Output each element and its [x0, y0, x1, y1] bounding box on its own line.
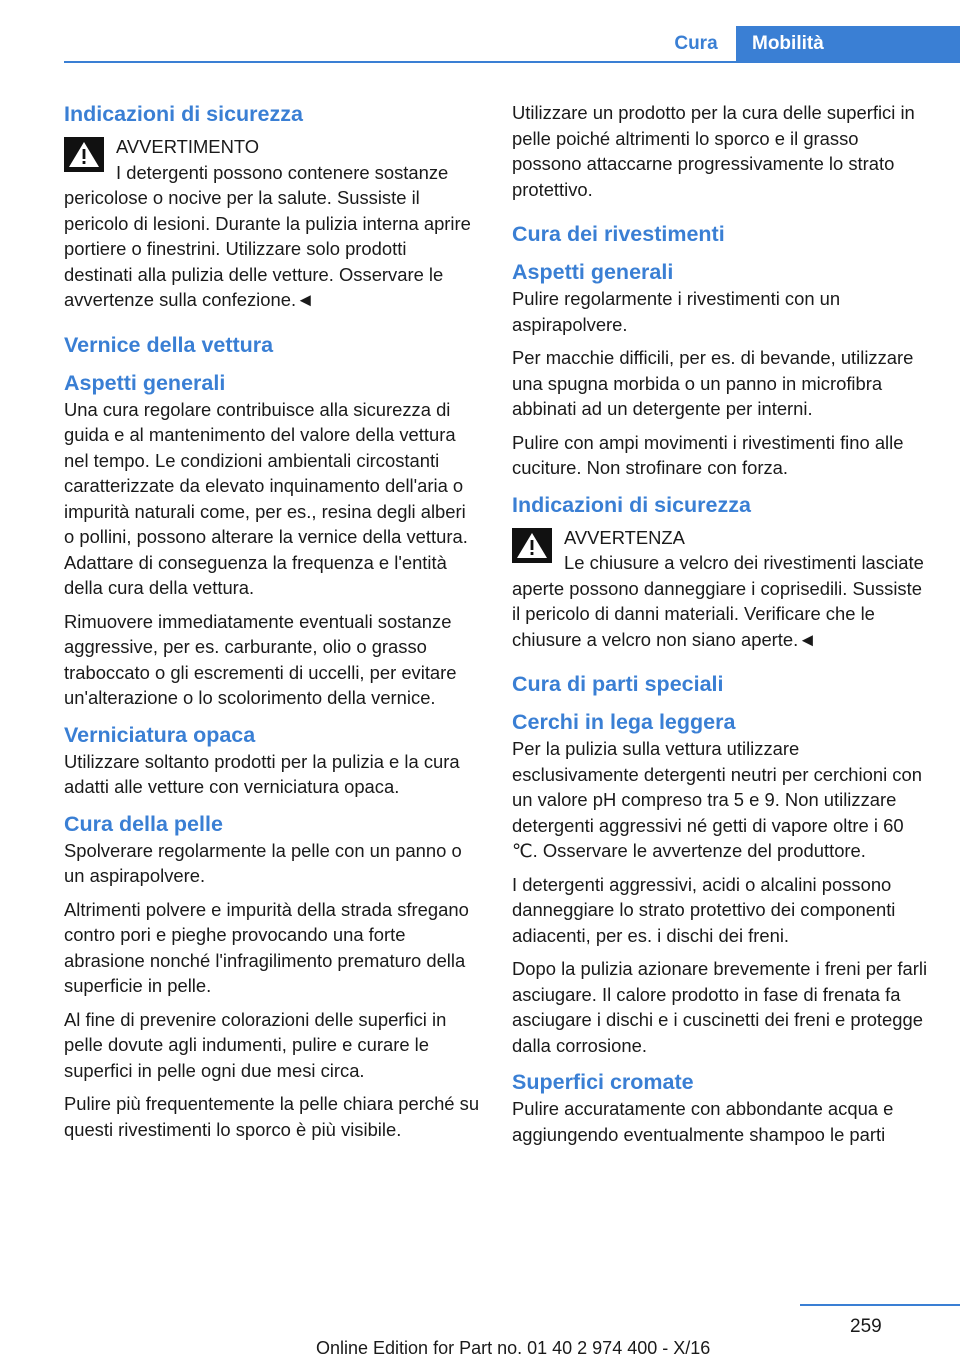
aspetti-heading: Aspetti generali	[64, 370, 226, 395]
opaca-heading: Verniciatura opaca	[64, 722, 256, 747]
paragraph: Utilizzare un prodotto per la cura delle superfici in pelle poiché altrimenti lo sporco e il grasso possono attaccarne progressivamente lo strato protettivo.	[512, 102, 915, 200]
warning-block	[512, 525, 928, 653]
paragraph: Altrimenti polvere e impurità della strada sfregano contro pori e pieghe provocando una forte abrasione nonché l'infragilimento prematuro della superficie in pelle.	[64, 898, 469, 996]
paragraph: Una cura regolare contribuisce alla sicurezza di guida e al mantenimento del valore della vettura nel tempo. Le condizioni ambientali circostanti caratterizzate da elevato inquinamento dell'aria o impurità naturali come, per es., resina degli alberi o pollini, possono alterare la vernice della vettura. Adattare di conseguenza la frequenza e l'entità della cura della vettura.	[64, 398, 468, 598]
warning-block	[64, 134, 480, 313]
warning-triangle-icon	[512, 528, 552, 563]
parti-heading: Cura di parti speciali	[512, 672, 724, 696]
warning-text: I detergenti possono contenere sostanze pericolose o nocive per la salute. Sussiste il pericolo di lesioni. Durante la pulizia interna aprire portiere o finestrini. Utilizzare solo prodotti destinati alla pulizia delle vetture. Osservare le avvertenze sulla confezione.◄	[64, 161, 471, 310]
paragraph: Dopo la pulizia azionare brevemente i freni per farli asciugare. Il calore prodotto in fase di frenata fa asciugare i dischi e i cuscinetti dei freni e protegge dalla corrosione.	[512, 958, 928, 1056]
cerchi-heading: Cerchi in lega leggera	[512, 710, 736, 734]
pelle-heading: Cura della pelle	[64, 811, 223, 836]
page-number: 259	[850, 1316, 882, 1337]
right-column	[512, 100, 928, 1155]
cromate-heading: Superfici cromate	[512, 1070, 694, 1094]
warning-title: AVVERTIMENTO	[116, 136, 260, 157]
paragraph: Per macchie difficili, per es. di bevande, utilizzare una spugna morbida o un panno in microfibra abbinati ad un detergente per interni.	[512, 347, 914, 419]
paragraph: Per la pulizia sulla vettura utilizzare esclusivamente detergenti neutri per cerchioni con un valore pH compreso tra 5 e 9. Non utilizzare detergenti aggressivi né getti di vapore oltre i 60 ℃. Osservare le avvertenze del produttore.	[512, 738, 922, 861]
warning-triangle-icon	[64, 137, 104, 172]
paragraph: Spolverare regolarmente la pelle con un panno o un aspirapolvere.	[64, 839, 462, 886]
paragraph: Pulire più frequentemente la pelle chiara perché su questi rivestimenti lo sporco è più visibile.	[64, 1093, 480, 1140]
aspetti-heading: Aspetti generali	[512, 260, 674, 284]
paragraph: Pulire accuratamente con abbondante acqua e aggiungendo eventualmente shampoo le parti	[512, 1098, 894, 1145]
header-rule	[64, 61, 960, 63]
vernice-heading: Vernice della vettura	[64, 332, 274, 357]
warning-text: Le chiusure a velcro dei rivestimenti lasciate aperte possono danneggiare i coprisedili. Sussiste il pericolo di danni materiali. Verificare che le chiusure a velcro non siano aperte.◄	[512, 552, 924, 650]
safety-heading: Indicazioni di sicurezza	[512, 492, 751, 517]
tab-mobilita[interactable]: Mobilità	[736, 26, 960, 61]
paragraph: Pulire regolarmente i rivestimenti con un aspirapolvere.	[512, 288, 841, 335]
footer-rule	[800, 1304, 960, 1306]
paragraph: I detergenti aggressivi, acidi o alcalini possono danneggiare lo strato protettivo dei componenti adiacenti, per es. i dischi dei freni.	[512, 873, 896, 946]
warning-title: AVVERTENZA	[564, 526, 685, 548]
paragraph: Rimuovere immediatamente eventuali sostanze aggressive, per es. carburante, olio o grasso traboccato o gli escrementi di uccelli, per evitare un'alterazione o lo scolorimento della vernice.	[64, 610, 457, 708]
paragraph: Pulire con ampi movimenti i rivestimenti fino alle cuciture. Non strofinare con forza.	[512, 431, 904, 478]
tab-cura[interactable]: Cura	[674, 33, 718, 54]
paragraph: Al fine di prevenire colorazioni delle superfici in pelle dovute agli indumenti, pulire e curare le superfici in pelle ogni due mesi circa.	[64, 1008, 447, 1081]
rivestimenti-heading: Cura dei rivestimenti	[512, 222, 725, 246]
safety-heading: Indicazioni di sicurezza	[64, 102, 303, 126]
edition-footer: Online Edition for Part no. 01 40 2 974 400 - X/16	[316, 1338, 711, 1358]
left-column	[64, 100, 480, 1150]
paragraph: Utilizzare soltanto prodotti per la pulizia e la cura adatti alle vetture con verniciatura opaca.	[64, 750, 460, 797]
